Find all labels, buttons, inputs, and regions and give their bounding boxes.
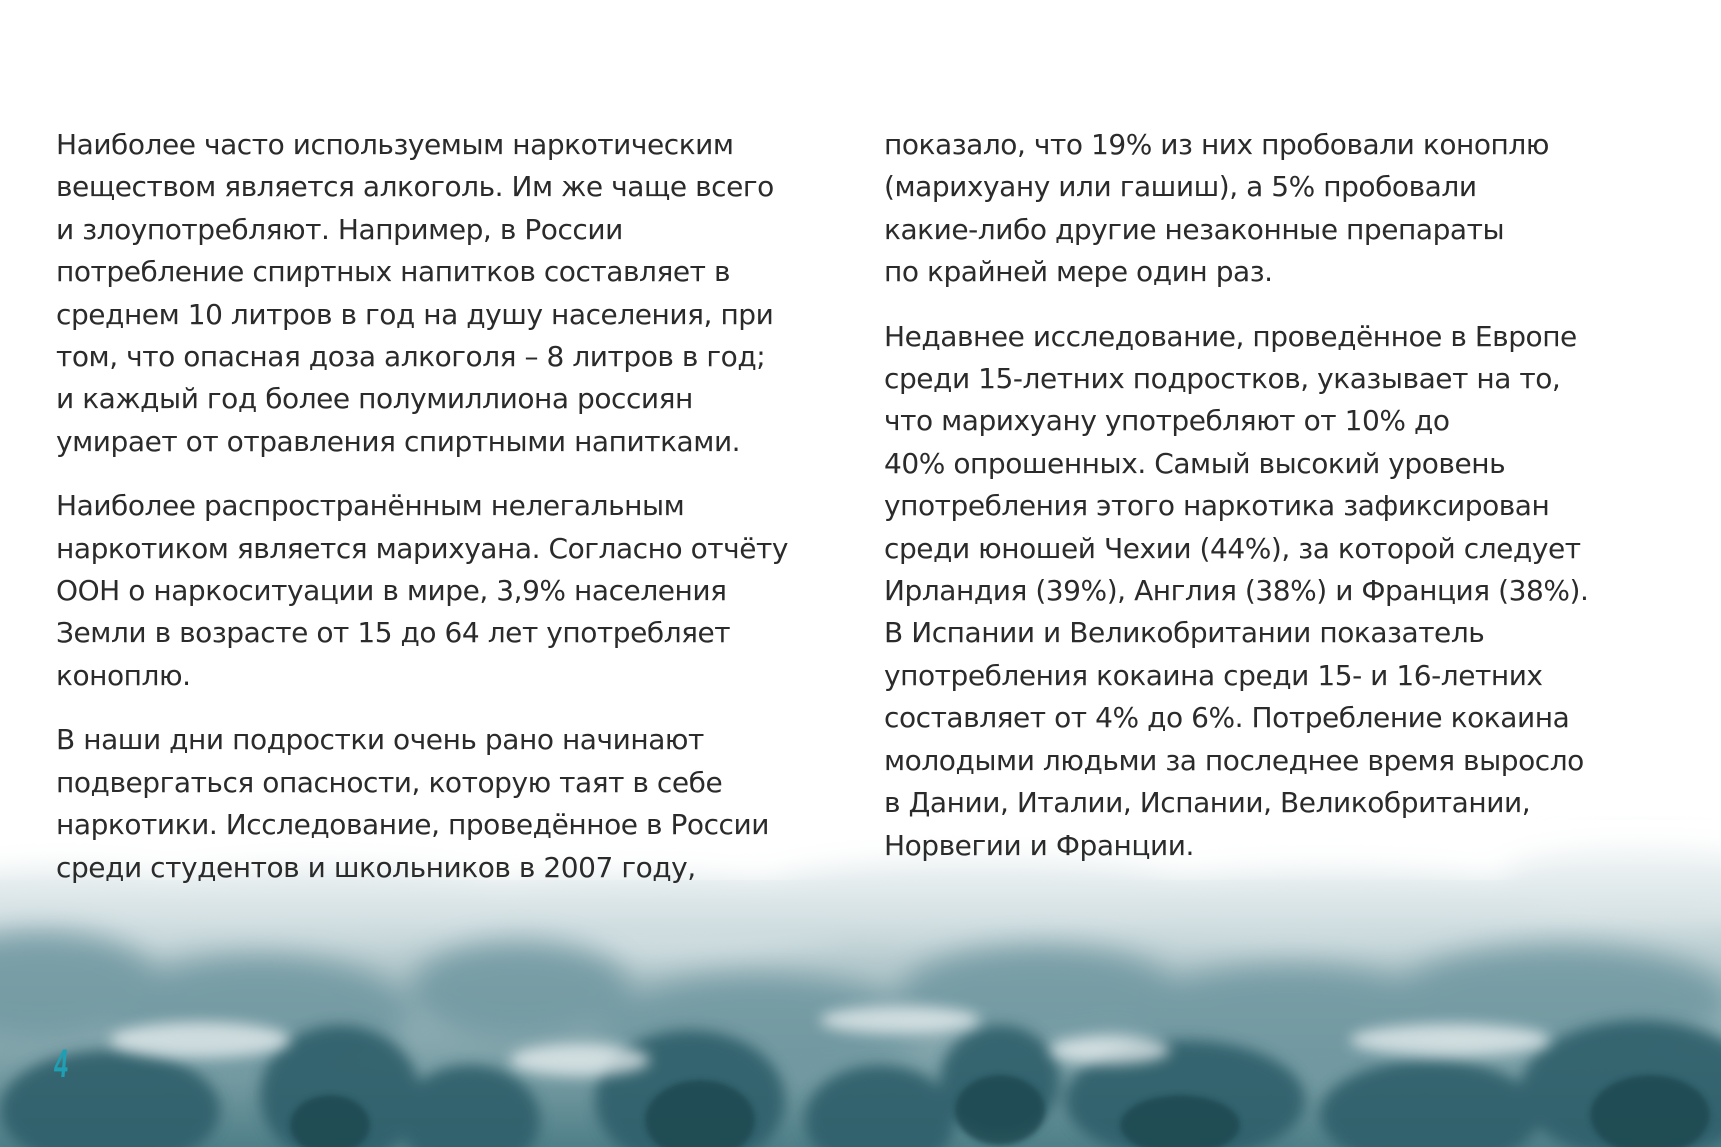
- paragraph: [884, 316, 1689, 867]
- text-line: Наиболее часто используемым наркотическим: [56, 128, 734, 161]
- text-line: среди юношей Чехии (44%), за которой следует: [884, 531, 1581, 565]
- text-line: наркотики. Исследование, проведённое в России: [56, 808, 769, 842]
- text-line: в Дании, Италии, Испании, Великобритании,: [884, 786, 1531, 820]
- text-line: Норвегии и Франции.: [884, 828, 1194, 862]
- paragraph: [56, 485, 846, 697]
- text-line: показало, что 19% из них пробовали коноплю: [884, 128, 1549, 161]
- text-line: употребления этого наркотика зафиксирован: [884, 489, 1550, 523]
- text-line: (марихуану или гашиш), а 5% пробовали: [884, 170, 1477, 204]
- text-line: среди студентов и школьников в 2007 году,: [56, 850, 696, 884]
- text-line: подвергаться опасности, которую таят в себе: [56, 765, 723, 799]
- text-line: Недавнее исследование, проведённое в Европе: [884, 319, 1577, 353]
- paragraph: [56, 124, 846, 463]
- text-line: и злоупотребляют. Например, в России: [56, 212, 623, 246]
- text-line: употребления кокаина среди 15- и 16-летних: [884, 658, 1543, 692]
- text-line: по крайней мере один раз.: [884, 255, 1273, 289]
- paragraph: [56, 719, 846, 889]
- page-number: 4: [52, 1042, 70, 1086]
- text-line: том, что опасная доза алкоголя – 8 литров в год;: [56, 340, 766, 374]
- paragraph: [884, 124, 1689, 294]
- text-line: В Испании и Великобритании показатель: [884, 616, 1485, 650]
- text-line: что марихуану употребляют от 10% до: [884, 404, 1450, 438]
- text-line: В наши дни подростки очень рано начинают: [56, 723, 704, 757]
- text-line: наркотиком является марихуана. Согласно отчёту: [56, 531, 789, 565]
- text-line: составляет от 4% до 6%. Потребление кокаина: [884, 701, 1570, 735]
- right-column: [884, 124, 1689, 889]
- text-line: молодыми людьми за последнее время выросло: [884, 743, 1584, 777]
- text-line: Земли в возрасте от 15 до 64 лет употребляет: [56, 616, 731, 650]
- text-line: 40% опрошенных. Самый высокий уровень: [884, 446, 1506, 480]
- text-line: Ирландия (39%), Англия (38%) и Франция (38%).: [884, 574, 1589, 608]
- text-line: умирает от отравления спиртными напитками.: [56, 424, 741, 458]
- text-line: Наиболее распространённым нелегальным: [56, 489, 685, 523]
- text-line: веществом является алкоголь. Им же чаще всего: [56, 170, 774, 204]
- text-line: какие-либо другие незаконные препараты: [884, 212, 1505, 246]
- text-line: и каждый год более полумиллиона россиян: [56, 382, 693, 416]
- left-column: [56, 124, 846, 911]
- text-line: среди 15-летних подростков, указывает на то,: [884, 362, 1561, 396]
- text-line: потребление спиртных напитков составляет в: [56, 255, 731, 289]
- text-line: ООН о наркоситуации в мире, 3,9% населения: [56, 574, 727, 608]
- text-line: коноплю.: [56, 658, 191, 692]
- text-line: среднем 10 литров в год на душу населения, при: [56, 297, 774, 331]
